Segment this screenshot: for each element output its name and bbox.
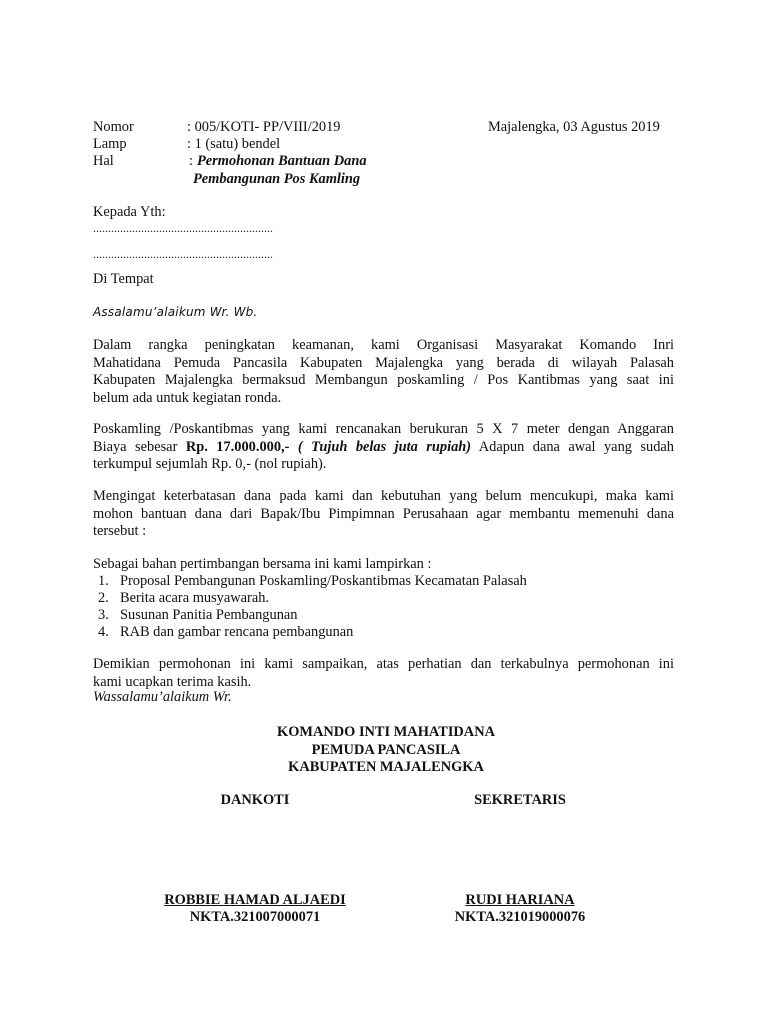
paragraph-line: Dalam rangka peningkatan keamanan, kami Organisasi Masyarakat Komando Inri <box>93 337 674 353</box>
organization-line3: KABUPATEN MAJALENGKA <box>288 759 484 775</box>
list-item-text: RAB dan gambar rencana pembangunan <box>120 624 354 640</box>
nomor-value: : 005/KOTI- PP/VIII/2019 <box>187 119 341 135</box>
signatory-id-sekretaris: NKTA.321019000076 <box>454 909 586 925</box>
farewell: Wassalamu’alaikum Wr. <box>93 689 232 705</box>
hal-colon: : <box>189 153 193 169</box>
signatory-id-dankoti: NKTA.321007000071 <box>189 909 321 925</box>
attachments-list <box>93 573 527 641</box>
paragraph-line: belum ada untuk kegiatan ronda. <box>93 389 282 406</box>
paragraph-line-budget <box>93 439 674 457</box>
list-item-number: 2. <box>98 590 109 606</box>
paragraph-line: Mahatidana Pemuda Pancasila Kabupaten Majalengka yang berada di wilayah Palasah <box>93 354 674 371</box>
hal-subject-line1: Permohonan Bantuan Dana <box>197 153 367 169</box>
budget-prefix: Biaya sebesar <box>93 438 186 455</box>
paragraph-line: terkumpul sejumlah Rp. 0,- (nol rupiah). <box>93 456 327 472</box>
nomor-label: Nomor <box>93 119 134 135</box>
list-item-number: 4. <box>98 624 109 640</box>
recipient-dots-line2: ............................................................ <box>93 247 273 261</box>
list-item-number: 1. <box>98 573 109 589</box>
organization-line1: KOMANDO INTI MAHATIDANA <box>277 724 495 740</box>
attachments-intro: Sebagai bahan pertimbangan bersama ini kami lampirkan : <box>93 556 432 572</box>
paragraph-line: kami ucapkan terima kasih. <box>93 673 252 690</box>
paragraph-line: Poskamling /Poskantibmas yang kami rencanakan berukuran 5 X 7 meter dengan Anggaran <box>93 421 674 437</box>
budget-suffix: Adapun dana awal yang sudah <box>471 438 674 455</box>
organization-block <box>200 724 572 777</box>
paragraph-line: Mengingat keterbatasan dana pada kami dan kebutuhan yang belum mencukupi, maka kami <box>93 488 674 504</box>
letter-date: Majalengka, 03 Agustus 2019 <box>488 119 660 135</box>
paragraph-budget <box>93 421 674 474</box>
list-item-text: Susunan Panitia Pembangunan <box>120 607 298 623</box>
signatory-title-dankoti: DANKOTI <box>220 792 290 808</box>
list-item <box>93 607 527 624</box>
paragraph-line: mohon bantuan dana dari Bapak/Ibu Pimpimnan Perusahaan agar membantu memenuhi dana <box>93 505 674 522</box>
budget-amount-words: ( Tujuh belas juta rupiah) <box>289 438 472 455</box>
paragraph-request <box>93 488 674 541</box>
list-item <box>93 590 527 607</box>
signatory-name-sekretaris: RUDI HARIANA <box>465 892 575 908</box>
list-item-text: Proposal Pembangunan Poskamling/Poskantibmas Kecamatan Palasah <box>120 573 527 589</box>
signatory-title-sekretaris: SEKRETARIS <box>474 792 566 808</box>
organization-line2: PEMUDA PANCASILA <box>311 741 461 758</box>
hal-subject-line2: Pembangunan Pos Kamling <box>193 171 361 187</box>
signatory-name-dankoti: ROBBIE HAMAD ALJAEDI <box>164 892 346 908</box>
recipient-greeting: Kepada Yth: <box>93 204 166 220</box>
paragraph-intro <box>93 337 674 407</box>
paragraph-closing <box>93 656 674 691</box>
hal-label: Hal <box>93 153 114 169</box>
budget-amount: Rp. 17.000.000,- <box>185 438 290 455</box>
paragraph-line: Kabupaten Majalengka bermaksud Membangun poskamling / Pos Kantibmas yang saat ini <box>93 372 674 388</box>
list-item-text: Berita acara musyawarah. <box>120 590 270 606</box>
list-item <box>93 573 527 590</box>
recipient-place: Di Tempat <box>93 271 154 287</box>
recipient-dots-line1: ............................................................ <box>93 221 273 235</box>
lamp-label: Lamp <box>93 136 127 152</box>
salutation: Assalamu’alaikum Wr. Wb. <box>93 305 258 319</box>
paragraph-line: tersebut : <box>93 523 147 539</box>
lamp-value: : 1 (satu) bendel <box>187 136 281 152</box>
list-item <box>93 624 527 641</box>
paragraph-line: Demikian permohonan ini kami sampaikan, atas perhatian dan terkabulnya permohonan ini <box>93 656 674 672</box>
list-item-number: 3. <box>98 607 109 623</box>
